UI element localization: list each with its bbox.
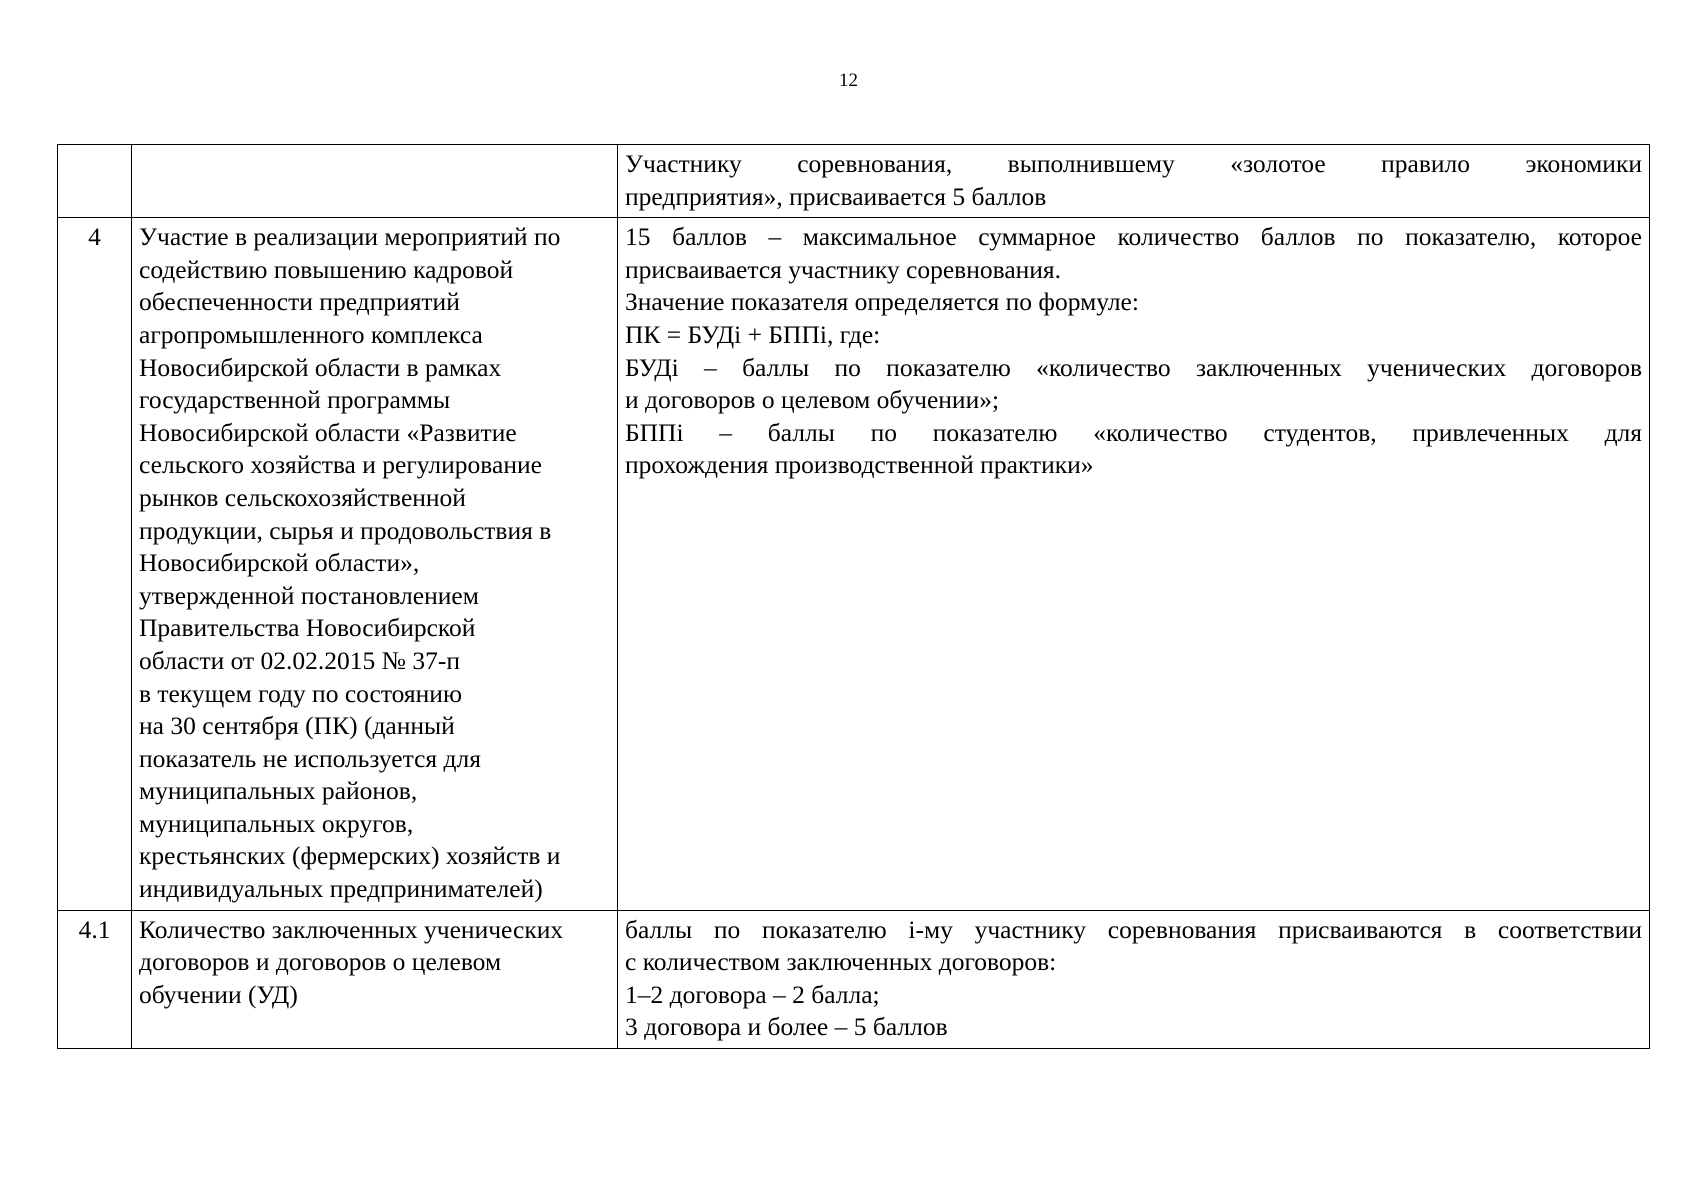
criterion-description-line: прохождения производственной практики»	[625, 450, 1094, 480]
criterion-name-line: обеспеченности предприятий	[139, 287, 460, 317]
criterion-name-line: в текущем году по состоянию	[139, 678, 462, 708]
criterion-name-line: Новосибирской области «Развитие	[139, 417, 517, 447]
row-number: 4	[88, 222, 101, 252]
criterion-name-line: государственной программы	[139, 385, 451, 415]
criterion-name-cell	[132, 145, 618, 218]
table-row	[58, 910, 1650, 1048]
criterion-description-line: с количеством заключенных договоров:	[625, 947, 1057, 977]
criterion-name-line: договоров и договоров о целевом	[139, 947, 502, 977]
criterion-name-line: Количество заключенных ученических	[139, 914, 564, 944]
criterion-name-line: показатель не используется для	[139, 743, 481, 773]
criterion-name-line: обучении (УД)	[139, 979, 298, 1009]
criterion-name-line: Участие в реализации мероприятий по	[139, 222, 561, 252]
criterion-name-line: продукции, сырья и продовольствия в	[139, 515, 552, 545]
criterion-name-line: содействию повышению кадровой	[139, 254, 514, 284]
criterion-description-line: и договоров о целевом обучении»;	[625, 385, 1000, 415]
criterion-name-line: муниципальных районов,	[139, 776, 418, 806]
criterion-description-line: 15 баллов – максимальное суммарное количество баллов по показателю, которое	[625, 222, 1642, 252]
row-number-cell	[58, 910, 132, 1048]
criterion-name-line: крестьянских (фермерских) хозяйств и	[139, 841, 561, 871]
row-number: 4.1	[78, 914, 111, 944]
page-number: 12	[839, 70, 858, 91]
criterion-description-line: баллы по показателю i-му участнику соревнования присваиваются в соответствии	[625, 914, 1642, 944]
criterion-description-line: 3 договора и более – 5 баллов	[625, 1012, 948, 1042]
criterion-description-line: БУДi – баллы по показателю «количество заключенных ученических договоров	[625, 352, 1642, 382]
criterion-name-line: агропромышленного комплекса	[139, 319, 483, 349]
criterion-description-line: Участнику соревнования, выполнившему «золотое правило экономики	[625, 149, 1642, 178]
criteria-table-body	[58, 145, 1650, 1049]
criteria-table	[57, 144, 1650, 1049]
criterion-description-line: БППi – баллы по показателю «количество студентов, привлеченных для	[625, 417, 1642, 447]
criterion-name-line: муниципальных округов,	[139, 808, 414, 838]
criterion-name-cell	[132, 218, 618, 910]
criterion-name-line: сельского хозяйства и регулирование	[139, 450, 542, 480]
criterion-name-line: на 30 сентября (ПК) (данный	[139, 711, 455, 741]
criterion-description-line: предприятия», присваивается 5 баллов	[625, 181, 1047, 211]
criterion-name-line: индивидуальных предпринимателей)	[139, 874, 543, 904]
criterion-name-line: области от 02.02.2015 № 37-п	[139, 645, 461, 675]
criterion-name-line: утвержденной постановлением	[139, 580, 479, 610]
criterion-name-line: Правительства Новосибирской	[139, 613, 476, 643]
criterion-description-line: Значение показателя определяется по формуле:	[625, 287, 1139, 317]
criterion-description-line: ПК = БУДi + БППi, где:	[625, 319, 881, 349]
row-number-cell	[58, 218, 132, 910]
criterion-name-cell	[132, 910, 618, 1048]
table-row	[58, 218, 1650, 910]
criterion-description-line: 1–2 договора – 2 балла;	[625, 979, 880, 1009]
criterion-name-line: рынков сельскохозяйственной	[139, 482, 466, 512]
criterion-name-line: Новосибирской области»,	[139, 548, 420, 578]
table-row	[58, 145, 1650, 218]
row-number-cell	[58, 145, 132, 218]
criterion-description-cell	[618, 218, 1650, 910]
criterion-description-cell	[618, 145, 1650, 218]
criterion-description-line: присваивается участнику соревнования.	[625, 254, 1062, 284]
criterion-description-cell	[618, 910, 1650, 1048]
criterion-name-line: Новосибирской области в рамках	[139, 352, 502, 382]
